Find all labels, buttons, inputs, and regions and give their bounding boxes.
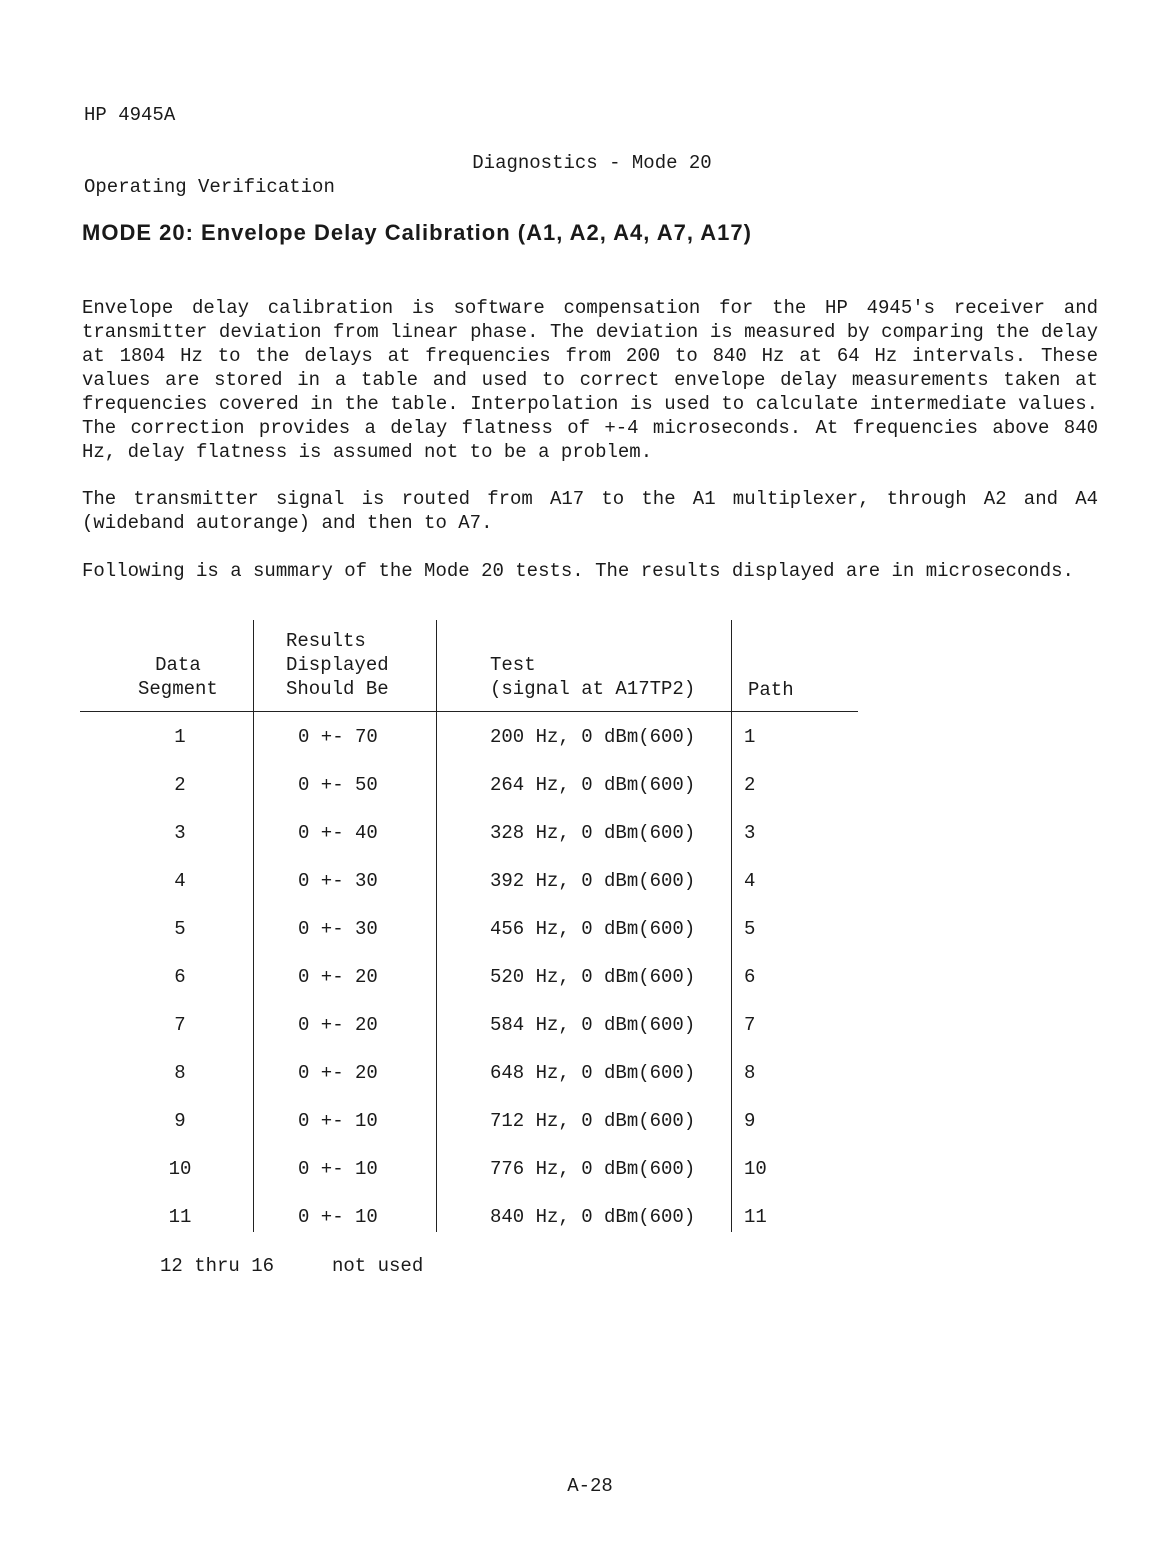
results-cell: 0 +- 20 (298, 1014, 378, 1036)
path-cell: 1 (744, 726, 756, 748)
path-cell: 7 (744, 1014, 756, 1036)
segment-cell: 3 (174, 822, 186, 844)
results-cell: 0 +- 20 (298, 1062, 378, 1084)
header-results-displayed: Results Displayed Should Be (286, 630, 389, 700)
mode-heading: MODE 20: Envelope Delay Calibration (A1, A2, A4, A7, A17) (82, 220, 752, 245)
test-cell: 712 Hz, 0 dBm(600) (490, 1110, 696, 1132)
table-row (80, 1061, 858, 1109)
document-header (84, 55, 335, 223)
segment-cell: 9 (174, 1110, 186, 1132)
segment-cell: 5 (174, 918, 186, 940)
paragraph-calibration: Envelope delay calibration is software compensation for the HP 4945's receiver and transmitter deviation from linear phase. The deviation is measured by comparing the delay at 1804 Hz to the delays at frequencies from 200 to 840 Hz at 64 Hz intervals. These values are stored in a table and used to correct envelope delay measurements taken at frequencies covered in the table. Interpolation is used to calculate intermediate values. The correction provides a delay flatness of +-4 microseconds. At frequencies above 840 Hz, delay flatness is assumed not to be a problem. (82, 297, 1098, 463)
segment-cell: 11 (168, 1206, 192, 1228)
header-path: Path (748, 679, 794, 701)
table-row (80, 869, 858, 917)
path-cell: 9 (744, 1110, 756, 1132)
results-cell: 0 +- 40 (298, 822, 378, 844)
test-cell: 648 Hz, 0 dBm(600) (490, 1062, 696, 1084)
segment-cell: 8 (174, 1062, 186, 1084)
unused-segments-note: not used (332, 1255, 424, 1277)
path-cell: 8 (744, 1062, 756, 1084)
test-cell: 392 Hz, 0 dBm(600) (490, 870, 696, 892)
header-data-segment: Data Segment (138, 654, 218, 700)
unused-segments-range: 12 thru 16 (160, 1255, 275, 1277)
test-cell: 776 Hz, 0 dBm(600) (490, 1158, 696, 1180)
segment-cell: 6 (174, 966, 186, 988)
table-row (80, 821, 858, 869)
test-cell: 200 Hz, 0 dBm(600) (490, 726, 696, 748)
header-rule (80, 711, 858, 712)
test-cell: 840 Hz, 0 dBm(600) (490, 1206, 696, 1228)
segment-cell: 4 (174, 870, 186, 892)
table-row (80, 1205, 858, 1253)
path-cell: 11 (744, 1206, 767, 1228)
table-row (80, 917, 858, 965)
test-cell: 584 Hz, 0 dBm(600) (490, 1014, 696, 1036)
segment-cell: 2 (174, 774, 186, 796)
segment-cell: 7 (174, 1014, 186, 1036)
header-test: Test (signal at A17TP2) (490, 654, 696, 700)
table-row (80, 773, 858, 821)
table-row (80, 965, 858, 1013)
table-row (80, 1109, 858, 1157)
unused-segments-row (160, 1254, 424, 1326)
table-row (80, 725, 858, 773)
results-cell: 0 +- 20 (298, 966, 378, 988)
test-cell: 264 Hz, 0 dBm(600) (490, 774, 696, 796)
results-cell: 0 +- 10 (298, 1158, 378, 1180)
path-cell: 10 (744, 1158, 767, 1180)
path-cell: 5 (744, 918, 756, 940)
paragraph-summary-intro: Following is a summary of the Mode 20 tests. The results displayed are in microseconds. (82, 560, 1074, 582)
results-cell: 0 +- 70 (298, 726, 378, 748)
table-row (80, 1013, 858, 1061)
segment-cell: 1 (174, 726, 186, 748)
path-cell: 6 (744, 966, 756, 988)
results-cell: 0 +- 30 (298, 870, 378, 892)
table-row (80, 1157, 858, 1205)
section-label: Operating Verification (84, 176, 335, 198)
test-cell: 456 Hz, 0 dBm(600) (490, 918, 696, 940)
results-cell: 0 +- 50 (298, 774, 378, 796)
results-cell: 0 +- 30 (298, 918, 378, 940)
paragraph-signal-route: The transmitter signal is routed from A17 to the A1 multiplexer, through A2 and A4 (wideband autorange) and then to A7. (82, 488, 1098, 534)
model-label: HP 4945A (84, 104, 176, 126)
path-cell: 4 (744, 870, 756, 892)
section-title: Diagnostics - Mode 20 (472, 152, 712, 174)
page-number: A-28 (567, 1475, 613, 1497)
test-cell: 520 Hz, 0 dBm(600) (490, 966, 696, 988)
path-cell: 2 (744, 774, 756, 796)
test-cell: 328 Hz, 0 dBm(600) (490, 822, 696, 844)
segment-cell: 10 (168, 1158, 192, 1180)
results-cell: 0 +- 10 (298, 1206, 378, 1228)
path-cell: 3 (744, 822, 756, 844)
results-cell: 0 +- 10 (298, 1110, 378, 1132)
